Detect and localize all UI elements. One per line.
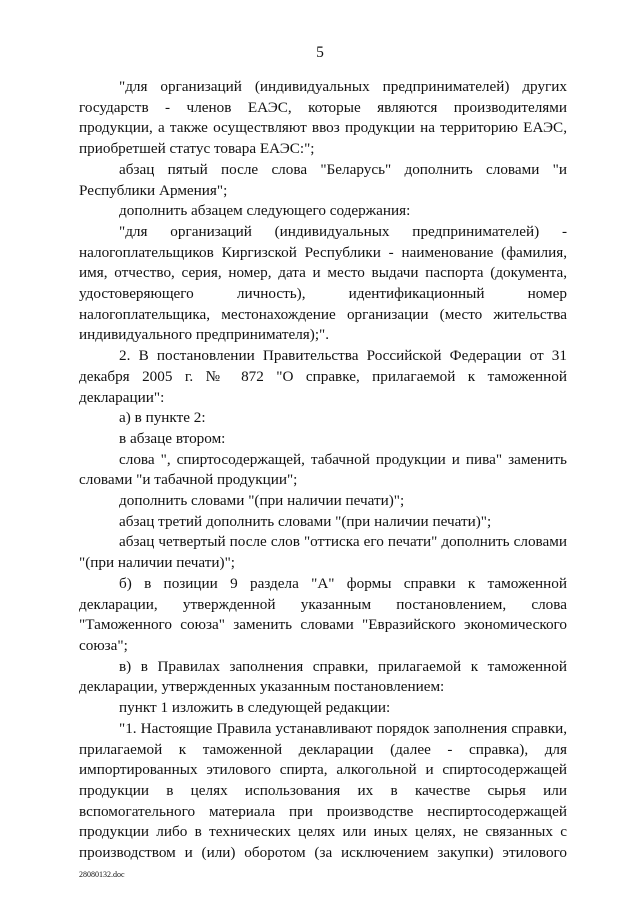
paragraph: слова ", спиртосодержащей, табачной продукции и пива" заменить словами "и табачной продукции"; xyxy=(79,450,567,489)
paragraph: б) в позиции 9 раздела "А" формы справки к таможенной декларации, утвержденной указанным постановлением, слова "Таможенного союза" заменить словами "Евразийского экономического союза"; xyxy=(79,574,567,654)
paragraph: дополнить словами "(при наличии печати)"; xyxy=(119,492,405,510)
paragraph: "для организаций (индивидуальных предпринимателей) других государств - членов ЕАЭС, которые являются производителями продукции, а также осуществляют ввоз продукции на территорию ЕАЭС, приобретшей статус товара ЕАЭС:"; xyxy=(79,78,567,158)
paragraph: "1. Настоящие Правила устанавливают порядок заполнения справки, прилагаемой к таможенной декларации (далее - справка), для импортированных этилового спирта, алкогольной и спиртосодержащей продукции в целях использования их в качестве сырья или вспомогательного материала при производстве неспиртосодержащей продукции либо в технических целях или иных целях, не связанных с производством и (или) оборотом (за исключением закупки) этилового xyxy=(79,719,567,862)
paragraph: а) в пункте 2: xyxy=(119,409,206,427)
paragraph: абзац четвертый после слов "оттиска его печати" дополнить словами "(при наличии печати)"; xyxy=(79,533,567,572)
paragraph: абзац третий дополнить словами "(при наличии печати)"; xyxy=(119,512,492,530)
document-body xyxy=(79,77,567,864)
page-number: 5 xyxy=(316,44,324,61)
paragraph: дополнить абзацем следующего содержания: xyxy=(119,202,411,220)
paragraph: "для организаций (индивидуальных предпринимателей) - налогоплательщиков Киргизской Республики - наименование (фамилия, имя, отчество, серия, номер, дата и место выдачи паспорта (документа, удостоверяющего личность), идентификационный номер налогоплательщика, местонахождение организации (место жительства индивидуального предпринимателя);". xyxy=(79,222,567,344)
paragraph: пункт 1 изложить в следующей редакции: xyxy=(119,699,391,717)
paragraph: в) в Правилах заполнения справки, прилагаемой к таможенной декларации, утвержденных указанным постановлением: xyxy=(79,657,567,696)
document-filename: 28080132.doc xyxy=(79,870,125,879)
paragraph: 2. В постановлении Правительства Российской Федерации от 31 декабря 2005 г. № 872 "О справке, прилагаемой к таможенной декларации": xyxy=(79,347,567,406)
paragraph: абзац пятый после слова "Беларусь" дополнить словами "и Республики Армения"; xyxy=(79,160,567,199)
paragraph: в абзаце втором: xyxy=(119,429,226,447)
